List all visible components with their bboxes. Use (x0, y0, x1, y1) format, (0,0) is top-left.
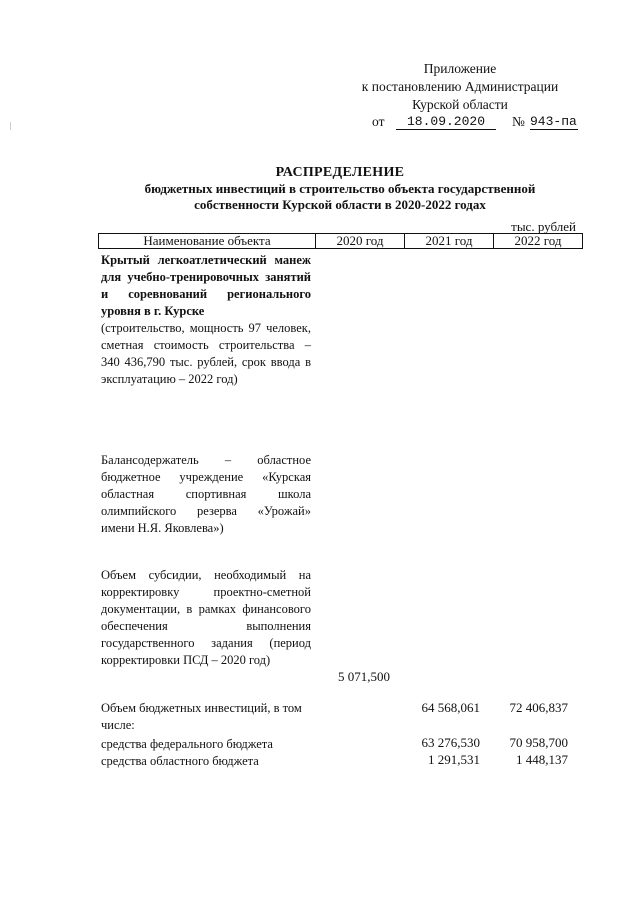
object-details: (строительство, мощность 97 человек, сметная стоимость строительства – 340 436,790 тыс. рублей, срок ввода в эксплуатацию – 2022 год) (101, 321, 311, 386)
table-header (98, 233, 583, 249)
number-sign: № (512, 114, 525, 129)
annex-header (330, 60, 590, 114)
annex-line-3: Курской области (412, 97, 508, 112)
date-prefix: от (372, 114, 385, 129)
balance-holder-text: Балансодержатель – областное бюджетное учреждение «Курская областная спортивная школа олимпийского резерва «Урожай» имени Н.Я. Яковлева») (101, 453, 311, 535)
document-title (100, 165, 580, 213)
header-object-name: Наименование объекта (99, 234, 316, 249)
row-investments-label (101, 700, 311, 734)
header-2022: 2022 год (494, 234, 583, 249)
resolution-date: 18.09.2020 (396, 114, 496, 130)
unit-label: тыс. рублей (511, 219, 576, 234)
list-item: Объем бюджетных инвестиций, в том числе: (101, 701, 302, 732)
federal-2021-value: 63 276,530 (421, 735, 480, 750)
table-header-row (99, 234, 583, 249)
federal-2022-value: 70 958,700 (509, 735, 568, 750)
subsidy-2020-value: 5 071,500 (338, 669, 390, 684)
title-main: РАСПРЕДЕЛЕНИЕ (275, 165, 405, 180)
balance-holder (101, 452, 311, 537)
resolution-number: 943-па (530, 114, 577, 129)
regional-2022-value: 1 448,137 (516, 752, 568, 767)
object-block (101, 252, 311, 388)
header-2020: 2020 год (316, 234, 405, 249)
list-item: Объем субсидии, необходимый на корректировку проектно-сметной документации, в рамках финансового обеспечения выполнения государственного задания (период корректировки ПСД – 2020 год) (101, 568, 311, 667)
scan-margin-mark (10, 122, 11, 130)
row-regional-label (101, 753, 311, 770)
header-2021: 2021 год (405, 234, 494, 249)
investments-2021-value: 64 568,061 (421, 700, 480, 715)
list-item: средства федерального бюджета (101, 737, 273, 751)
list-item: средства областного бюджета (101, 754, 259, 768)
row-subsidy-label (101, 567, 311, 669)
title-sub-1: бюджетных инвестиций в строительство объекта государственной (144, 181, 536, 196)
regional-2021-value: 1 291,531 (428, 752, 480, 767)
object-name: Крытый легкоатлетический манеж для учебно-тренировочных занятий и соревнований регионального уровня в г. Курске (101, 253, 311, 318)
investments-2022-value: 72 406,837 (509, 700, 568, 715)
row-federal-label (101, 736, 311, 753)
annex-line-2: к постановлению Администрации (361, 79, 559, 94)
annex-line-1: Приложение (423, 61, 497, 76)
title-sub-2: собственности Курской области в 2020-2022 годах (194, 197, 486, 212)
